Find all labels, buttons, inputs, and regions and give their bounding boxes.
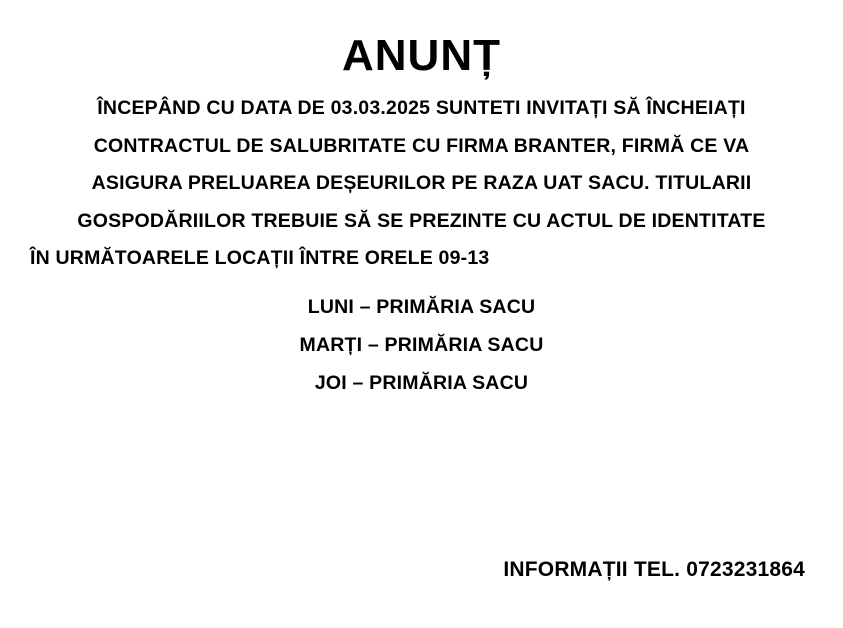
schedule-item-thursday: JOI – PRIMĂRIA SACU	[314, 371, 529, 394]
schedule-item-monday: LUNI – PRIMĂRIA SACU	[307, 295, 536, 318]
contact-info: INFORMAȚII TEL. 0723231864	[503, 558, 805, 581]
notice-page	[0, 32, 843, 628]
notice-line-2: CONTRACTUL DE SALUBRITATE CU FIRMA BRANTER, FIRMĂ CE VA	[93, 134, 750, 157]
notice-line-5: ÎN URMĂTOARELE LOCAȚII ÎNTRE ORELE 09-13	[30, 247, 490, 270]
schedule-item-tuesday: MARȚI – PRIMĂRIA SACU	[299, 333, 544, 356]
notice-line-4: GOSPODĂRIILOR TREBUIE SĂ SE PREZINTE CU ACTUL DE IDENTITATE	[77, 209, 766, 232]
notice-line-3: ASIGURA PRELUAREA DEȘEURILOR PE RAZA UAT SACU. TITULARII	[91, 172, 752, 195]
page-title: ANUNȚ	[342, 31, 501, 80]
notice-body	[30, 90, 813, 401]
notice-line-1: ÎNCEPÂND CU DATA DE 03.03.2025 SUNTETI INVITAȚI SĂ ÎNCHEIAȚI	[97, 97, 746, 120]
schedule-list	[30, 288, 813, 402]
